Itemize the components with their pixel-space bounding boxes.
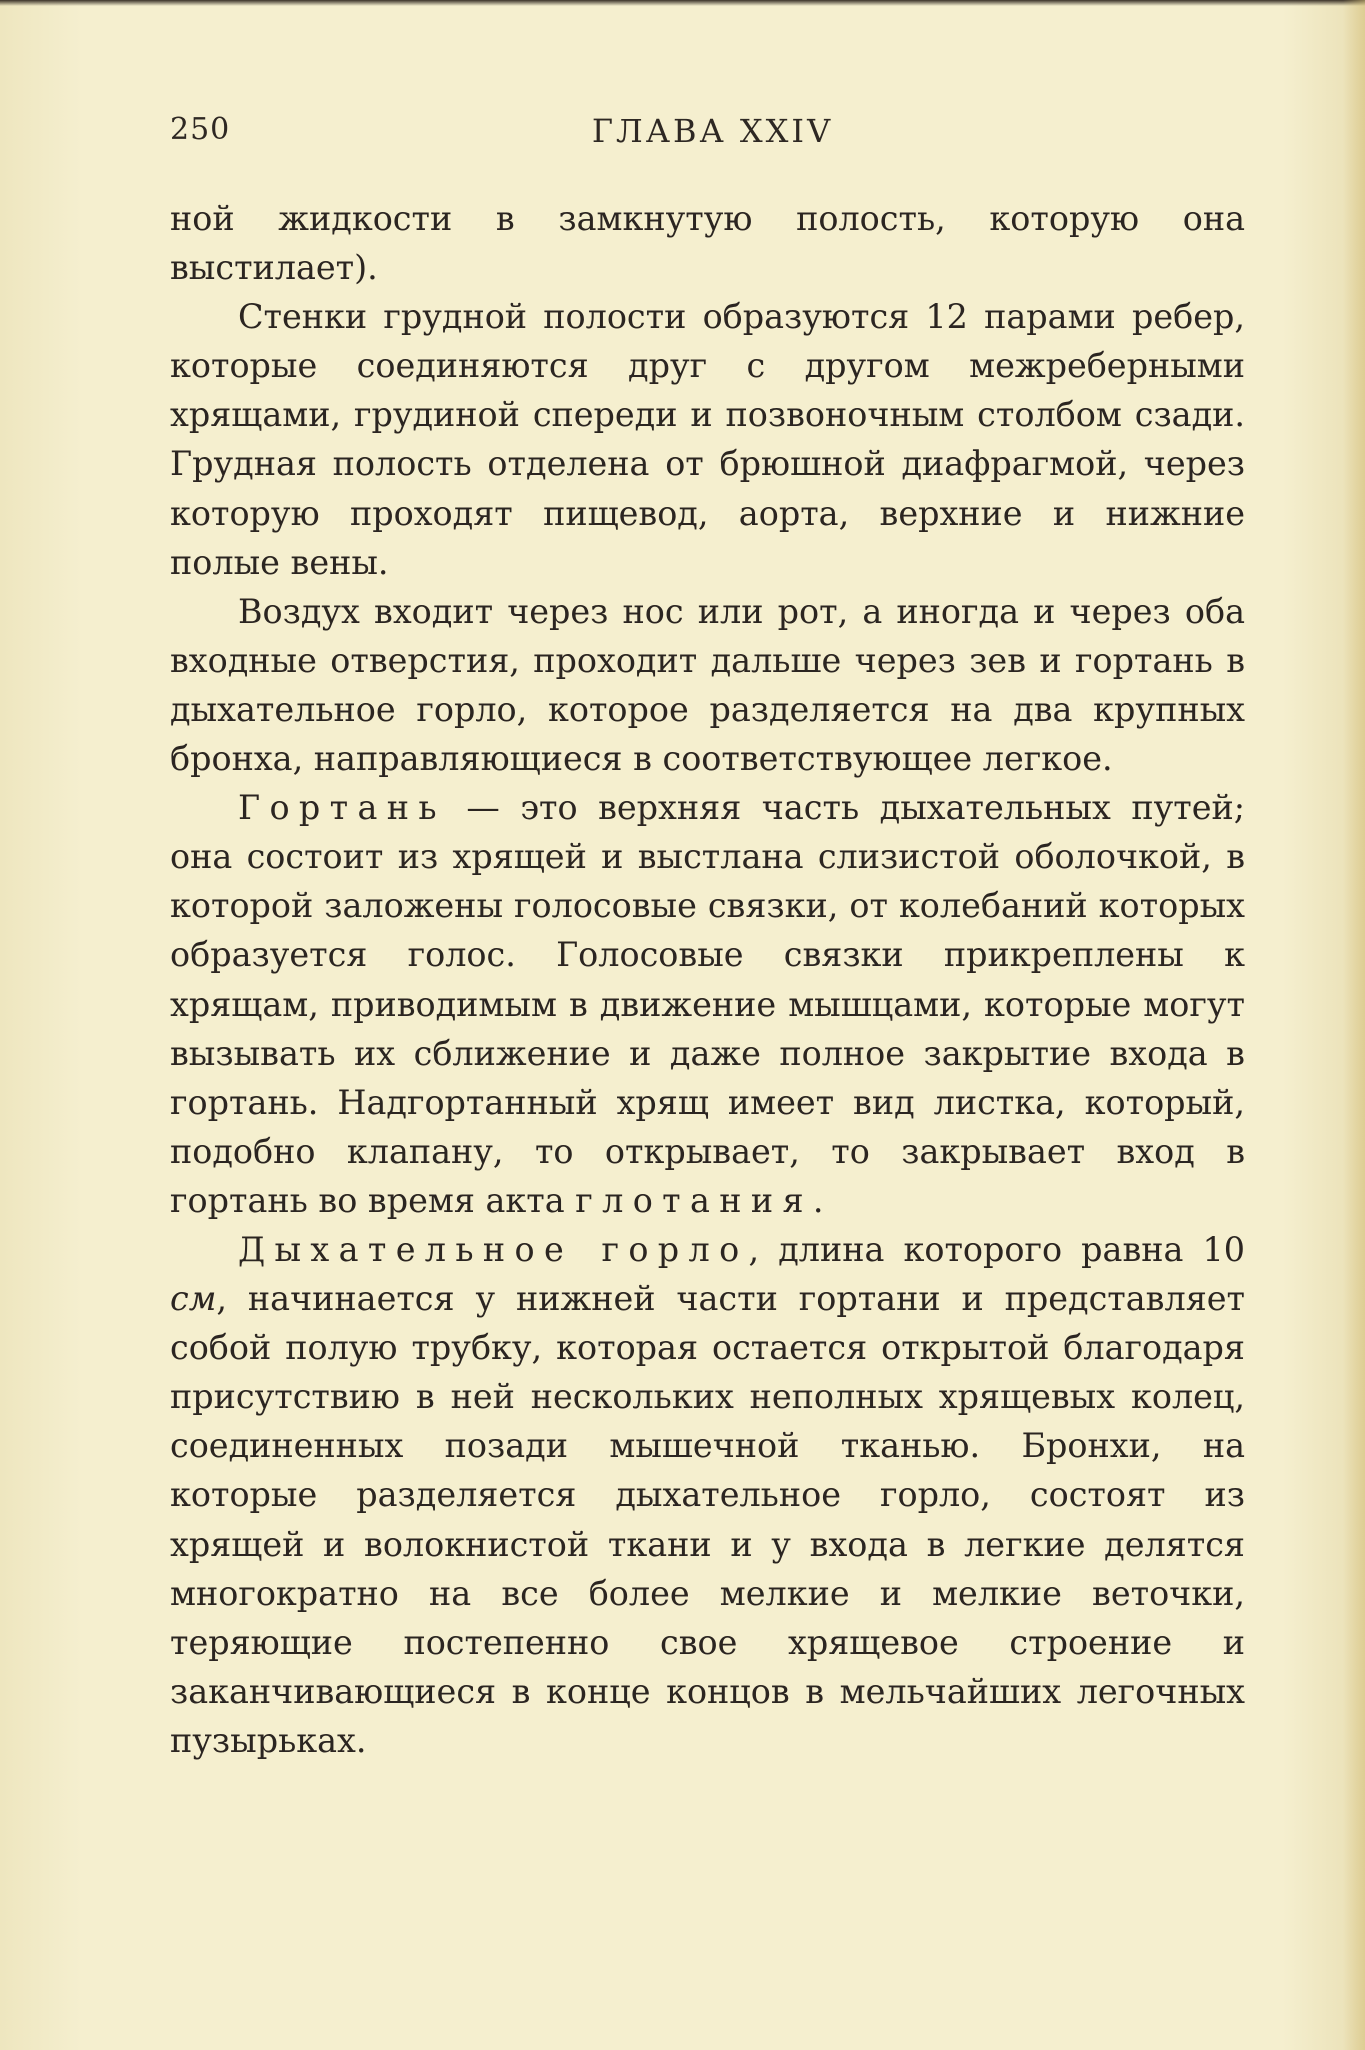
term-swallowing: глотания (575, 1180, 813, 1220)
paragraph-chest-walls: Стенки грудной полости образуются 12 парами ребер, которые соединяются друг с другом межреберными хрящами, грудиной спереди и позвоночным столбом сзади. Грудная полость отделена от брюшной диафрагмой, через которую проходят пищевод, аорта, верхние и нижние полые вены. (170, 297, 1245, 582)
trachea-text-2: , начинается у нижней части гортани и представляет собой полую трубку, которая остается открытой благодаря присутствию в ней нескольких неполных хрящевых колец, соединенных позади мышечной тканью. Бронхи, на которые разделяется дыхательное горло, состоят из хрящей и волокнистой ткани и у входа в легкие делятся многократно на все более мелкие и мелкие веточки, теряющие постепенно свое хрящевое строение и заканчивающиеся в конце концов в мельчайших легочных пузырьках. (170, 1279, 1245, 1760)
page-top-shadow (0, 0, 1365, 6)
page-number: 250 (170, 112, 231, 147)
running-header (170, 112, 1255, 162)
trachea-text-1: , длина которого равна 10 (748, 1229, 1245, 1269)
larynx-end: . (812, 1180, 824, 1220)
paragraph-trachea (170, 1225, 1245, 1765)
body-text (170, 194, 1245, 1765)
larynx-text: — это верхняя часть дыхательных путей; она состоит из хрящей и выстлана слизистой оболочкой, в которой заложены голосовые связки, от колебаний которых образуется голос. Голосовые связки прикреплены к хрящам, приводимым в движение мышцами, которые могут вызывать их сближение и даже полное закрытие входа в гортань. Надгортанный хрящ имеет вид листка, который, подобно клапану, то открывает, то закрывает вход в гортань во время акта (170, 788, 1245, 1220)
page-right-edge (1343, 0, 1365, 2050)
term-larynx: Гортань (238, 788, 446, 828)
paragraph-airflow: Воздух входит через нос или рот, а иногда и через оба входные отверстия, проходит дальше через зев и гортань в дыхательное горло, которое разделяется на два крупных бронха, направляющиеся в соответствующее легкое. (170, 591, 1245, 779)
unit-cm: см (170, 1279, 217, 1319)
chapter-title: ГЛАВА XXIV (591, 112, 834, 150)
term-trachea: Дыхательное горло (238, 1229, 749, 1269)
paragraph-larynx (170, 783, 1245, 1225)
paragraph-continued: ной жидкости в замкнутую полость, которую она выстилает). (170, 199, 1245, 288)
